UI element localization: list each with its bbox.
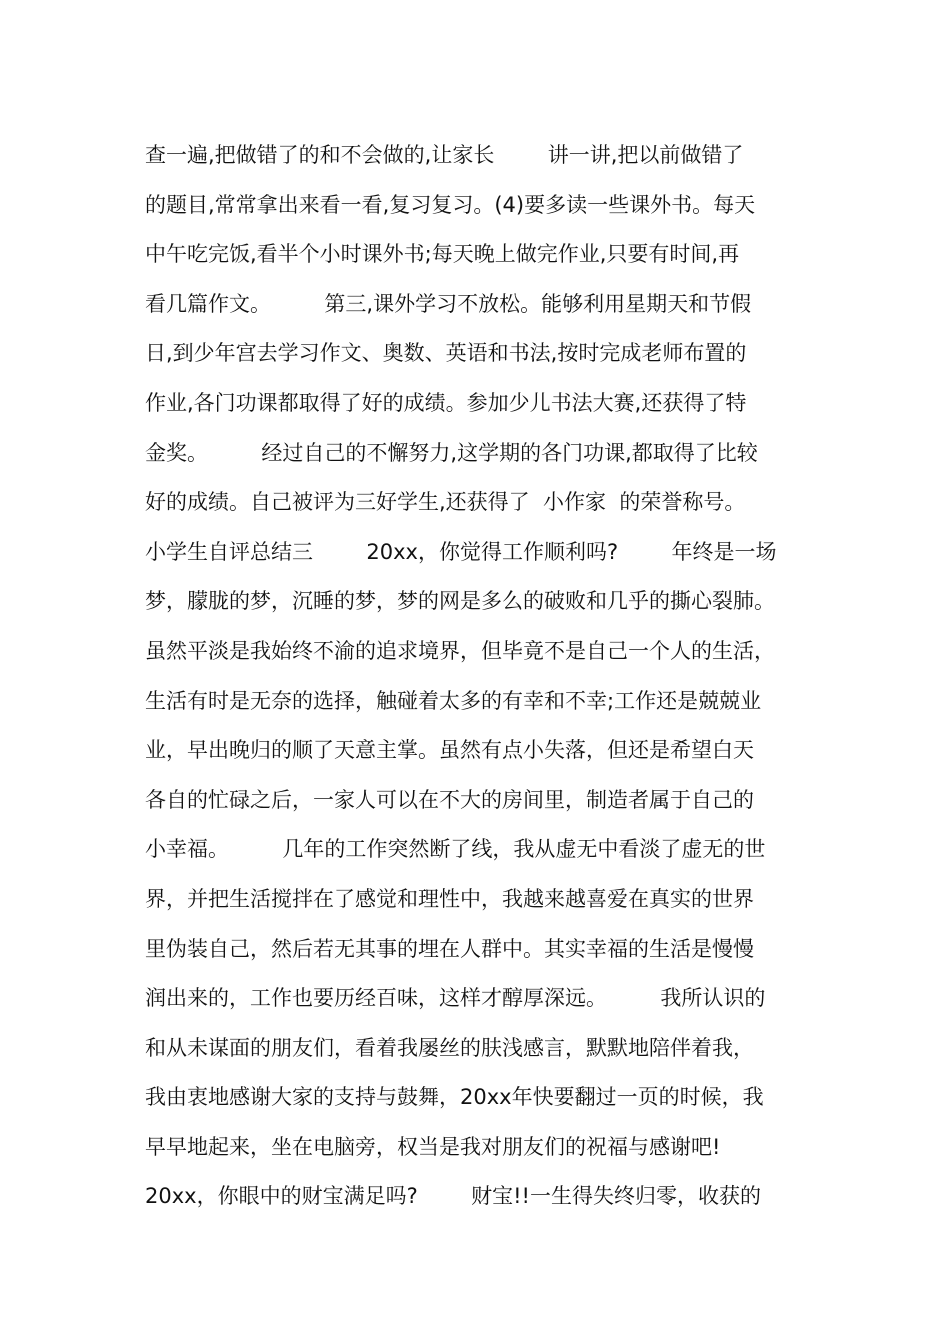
text-line: 小幸福。 几年的工作突然断了线，我从虚无中看淡了虚无的世 bbox=[145, 837, 766, 862]
text-line: 界，并把生活搅拌在了感觉和理性中，我越来越喜爱在真实的世界 bbox=[145, 886, 754, 911]
text-line: 里伪装自己，然后若无其事的埋在人群中。其实幸福的生活是慢慢 bbox=[145, 936, 754, 961]
text-line: 作业,各门功课都取得了好的成绩。参加少儿书法大赛,还获得了特 bbox=[145, 390, 747, 415]
text-line: 我由衷地感谢大家的支持与鼓舞，20xx年快要翻过一页的时候，我 bbox=[145, 1085, 764, 1110]
text-line: 早早地起来，坐在电脑旁，权当是我对朋友们的祝福与感谢吧! bbox=[145, 1134, 721, 1159]
text-line: 润出来的，工作也要历经百味，这样才醇厚深远。 我所认识的 bbox=[145, 986, 766, 1011]
text-line: 看几篇作文。 第三,课外学习不放松。能够利用星期天和节假 bbox=[145, 291, 752, 316]
text-line: 中午吃完饭,看半个小时课外书;每天晚上做完作业,只要有时间,再 bbox=[145, 242, 740, 267]
text-line: 的题目,常常拿出来看一看,复习复习。(4)要多读一些课外书。每天 bbox=[145, 192, 756, 217]
text-line: 梦，朦胧的梦，沉睡的梦，梦的网是多么的破败和几乎的撕心裂肺。 bbox=[145, 589, 775, 614]
text-line: 各自的忙碌之后，一家人可以在不大的房间里，制造者属于自己的 bbox=[145, 787, 754, 812]
text-line: 20xx，你眼中的财宝满足吗? 财宝!!一生得失终归零，收获的 bbox=[145, 1184, 761, 1209]
text-line: 查一遍,把做错了的和不会做的,让家长 讲一讲,把以前做错了 bbox=[145, 143, 744, 167]
text-line: 虽然平淡是我始终不渝的追求境界，但毕竟不是自己一个人的生活， bbox=[145, 638, 775, 663]
text-line: 生活有时是无奈的选择，触碰着太多的有幸和不幸;工作还是兢兢业 bbox=[145, 688, 762, 713]
text-line: 和从未谋面的朋友们，看着我屡丝的肤浅感言，默默地陪伴着我， bbox=[145, 1035, 754, 1060]
text-line: 金奖。 经过自己的不懈努力,这学期的各门功课,都取得了比较 bbox=[145, 440, 758, 465]
text-line: 业，早出晚归的顺了天意主掌。虽然有点小失落，但还是希望白天 bbox=[145, 738, 754, 763]
section-heading-line: 小学生自评总结三 20xx，你觉得工作顺利吗? 年终是一场 bbox=[145, 539, 777, 564]
text-line: 日,到少年宫去学习作文、奥数、英语和书法,按时完成老师布置的 bbox=[145, 341, 747, 366]
text-line: 好的成绩。自己被评为三好学生,还获得了 小作家 的荣誉称号。 bbox=[145, 490, 746, 515]
body-text bbox=[145, 131, 825, 1222]
